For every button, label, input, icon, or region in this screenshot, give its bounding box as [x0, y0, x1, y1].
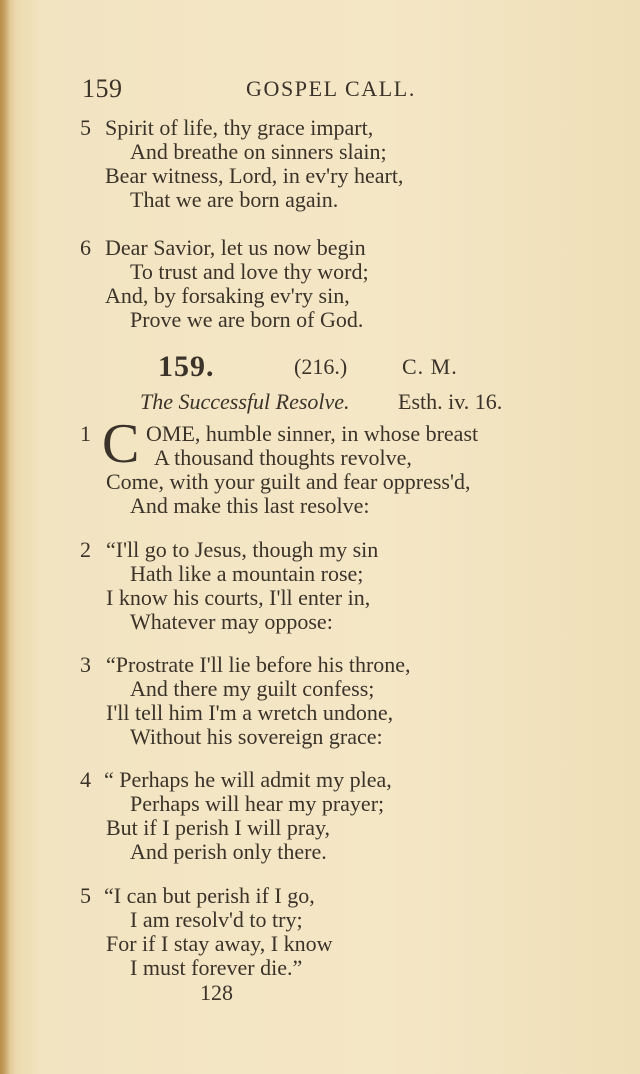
verse-line: OME, humble sinner, in whose breast — [146, 421, 479, 446]
verse-line: Dear Savior, let us now begin — [105, 235, 366, 260]
verse-line: Perhaps will hear my prayer; — [130, 791, 385, 816]
verse-line: And breathe on sinners slain; — [130, 139, 387, 164]
verse-line: I am resolv'd to try; — [130, 907, 303, 932]
verse-line: Without his sovereign grace: — [130, 724, 383, 749]
verse-line: To trust and love thy word; — [130, 259, 369, 284]
stanza-number: 4 — [80, 767, 91, 792]
drop-cap: C — [102, 413, 140, 475]
verse-line: And make this last resolve: — [130, 493, 370, 518]
verse-line: “I can but perish if I go, — [104, 883, 315, 908]
hymn-meter: C. M. — [402, 354, 458, 379]
verse-line: That we are born again. — [130, 187, 339, 212]
stanza-number: 5 — [80, 115, 91, 140]
verse-line: For if I stay away, I know — [106, 931, 333, 956]
verse-line: Come, with your guilt and fear oppress'd, — [106, 469, 471, 494]
verse-line: I know his courts, I'll enter in, — [106, 585, 371, 610]
verse-line: “I'll go to Jesus, though my sin — [106, 537, 379, 562]
verse-line: And perish only there. — [130, 839, 327, 864]
verse-line: Hath like a mountain rose; — [130, 561, 364, 586]
verse-line: “Prostrate I'll lie before his throne, — [106, 652, 411, 677]
running-title: GOSPEL CALL. — [246, 76, 416, 101]
stanza-number: 1 — [80, 421, 91, 446]
signature-number: 128 — [200, 980, 233, 1005]
verse-line: Spirit of life, thy grace impart, — [105, 115, 374, 140]
hymn-title: The Successful Resolve. — [140, 389, 350, 414]
verse-line: And, by forsaking ev'ry sin, — [105, 283, 350, 308]
stanza-number: 5 — [80, 883, 91, 908]
page-number: 159 — [82, 74, 123, 103]
hymn-number: 159. — [158, 350, 215, 383]
verse-line: I must forever die.” — [130, 955, 303, 980]
verse-line: “ Perhaps he will admit my plea, — [104, 767, 392, 792]
verse-line: I'll tell him I'm a wretch undone, — [106, 700, 394, 725]
stanza-number: 6 — [80, 235, 91, 260]
verse-line: Whatever may oppose: — [130, 609, 333, 634]
stanza-number: 3 — [80, 652, 91, 677]
page-gutter-shadow — [0, 0, 10, 1074]
hymn-scripture: Esth. iv. 16. — [398, 389, 503, 414]
verse-line: But if I perish I will pray, — [106, 815, 331, 840]
verse-line: A thousand thoughts revolve, — [154, 445, 412, 470]
verse-line: And there my guilt confess; — [130, 676, 375, 701]
stanza-number: 2 — [80, 537, 91, 562]
verse-line: Bear witness, Lord, in ev'ry heart, — [105, 163, 404, 188]
hymn-reference: (216.) — [294, 354, 348, 379]
verse-line: Prove we are born of God. — [130, 307, 364, 332]
